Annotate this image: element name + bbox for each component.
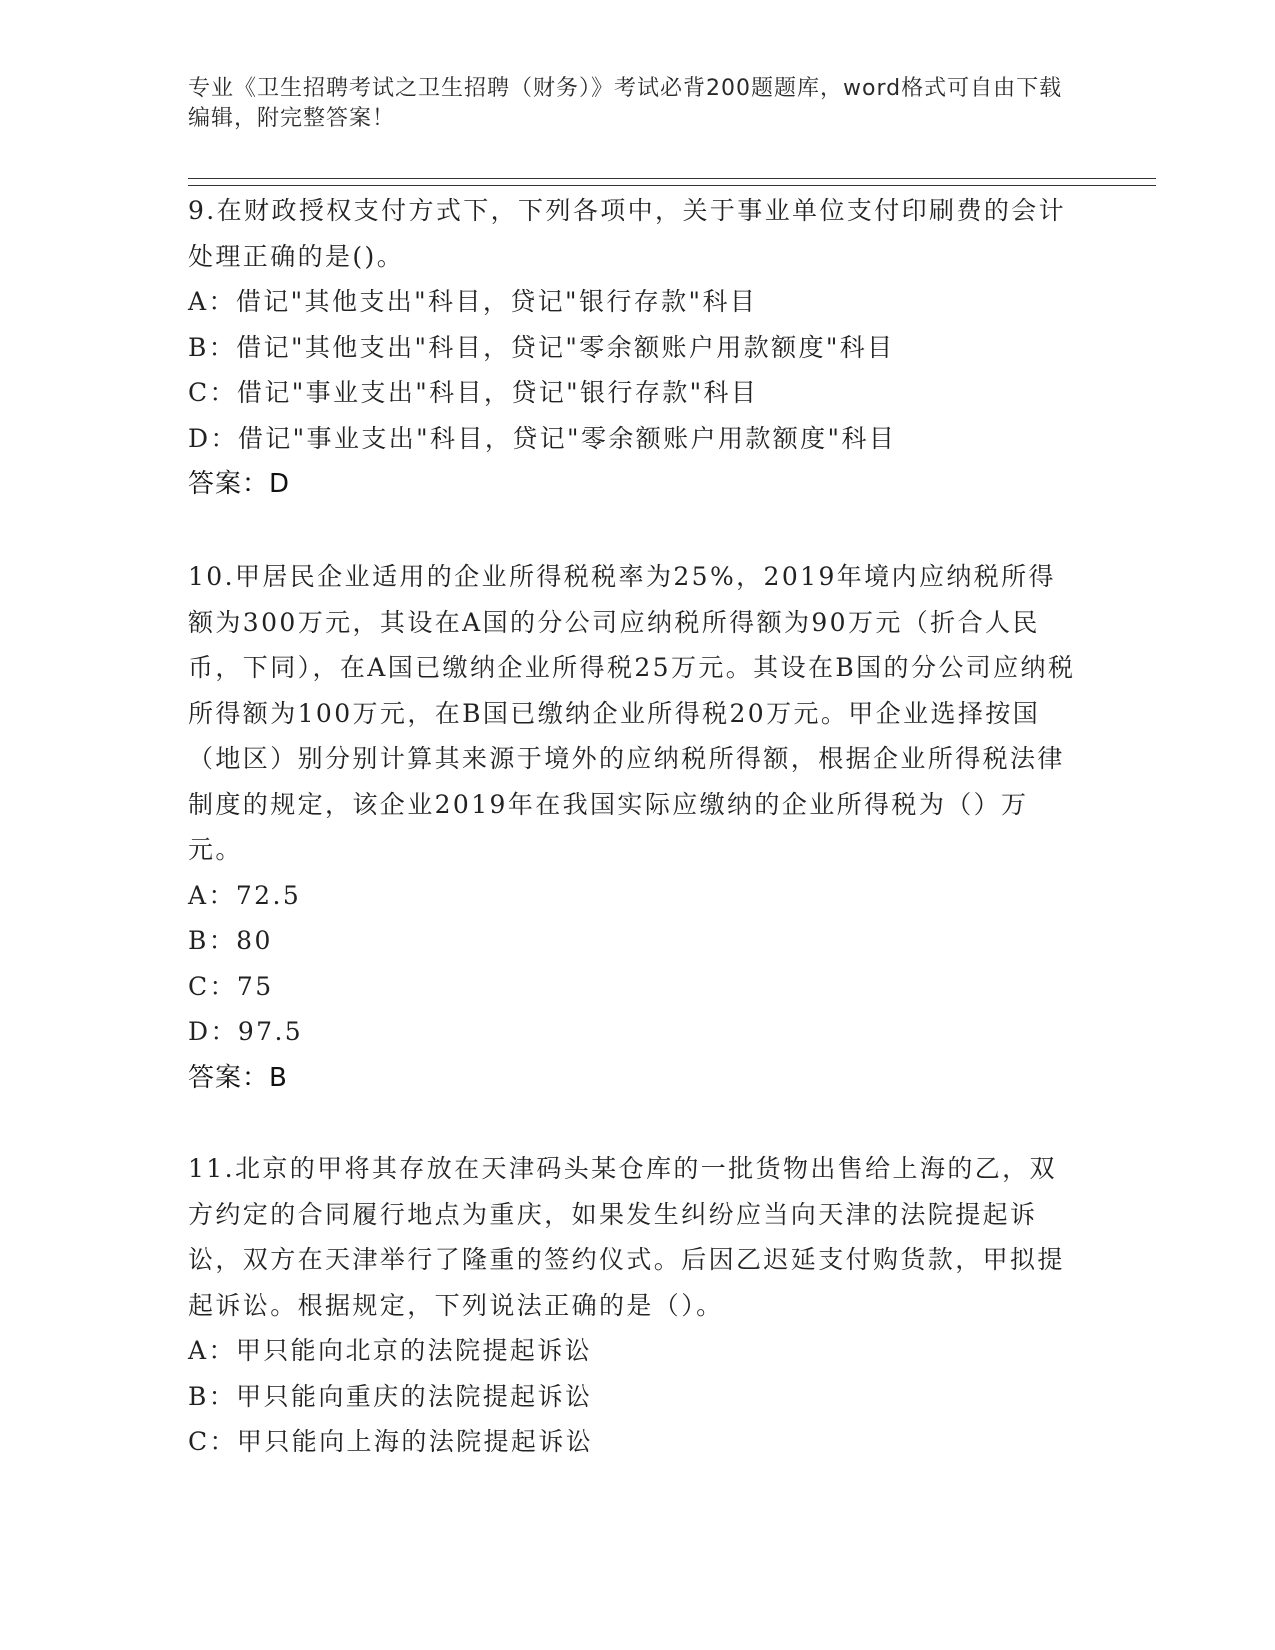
option-b: B：80 [188,926,273,955]
option-c: C：借记"事业支出"科目，贷记"银行存款"科目 [188,378,759,407]
question-stem: 11.北京的甲将其存放在天津码头某仓库的一批货物出售给上海的乙，双方约定的合同履行地点为重庆，如果发生纠纷应当向天津的法院提起诉讼，双方在天津举行了隆重的签约仪式。后因乙迟延支付购货款，甲拟提起诉讼。根据规定，下列说法正确的是（）。 [188,1154,1065,1320]
option-b: B：借记"其他支出"科目，贷记"零余额账户用款额度"科目 [188,332,895,362]
option-b: B：甲只能向重庆的法院提起诉讼 [188,1381,593,1411]
document-header: 专业《卫生招聘考试之卫生招聘（财务）》考试必背200题题库，word格式可自由下载编辑，附完整答案！ [188,76,1063,131]
question-9 [188,188,1078,507]
option-d: D：97.5 [188,1017,304,1046]
option-c: C：75 [188,971,274,1001]
option-a: A：72.5 [188,880,302,910]
option-c: C：甲只能向上海的法院提起诉讼 [188,1427,594,1456]
option-d: D：借记"事业支出"科目，贷记"零余额账户用款额度"科目 [188,423,897,453]
question-stem: 9.在财政授权支付方式下，下列各项中，关于事业单位支付印刷费的会计处理正确的是()。 [188,196,1067,271]
answer-line: 答案：D [188,469,291,499]
option-a: A：甲只能向北京的法院提起诉讼 [188,1336,593,1365]
question-stem: 10.甲居民企业适用的企业所得税税率为25%，2019年境内应纳税所得额为300万元，其设在A国的分公司应纳税所得额为90万元（折合人民币，下同），在A国已缴纳企业所得税25万元。其设在B国的分公司应纳税所得额为100万元，在B国已缴纳企业所得税20万元。甲企业选择按国（地区）别分别计算其来源于境外的应纳税所得额，根据企业所得税法律制度的规定，该企业2019年在我国实际应缴纳的企业所得税为（）万元。 [188,562,1076,864]
question-11 [188,1146,1078,1465]
answer-line: 答案：B [188,1062,288,1093]
header-divider-top [188,178,1156,179]
header-divider-bottom [188,185,1156,186]
option-a: A：借记"其他支出"科目，贷记"银行存款"科目 [188,287,758,316]
question-10 [188,554,1078,1101]
